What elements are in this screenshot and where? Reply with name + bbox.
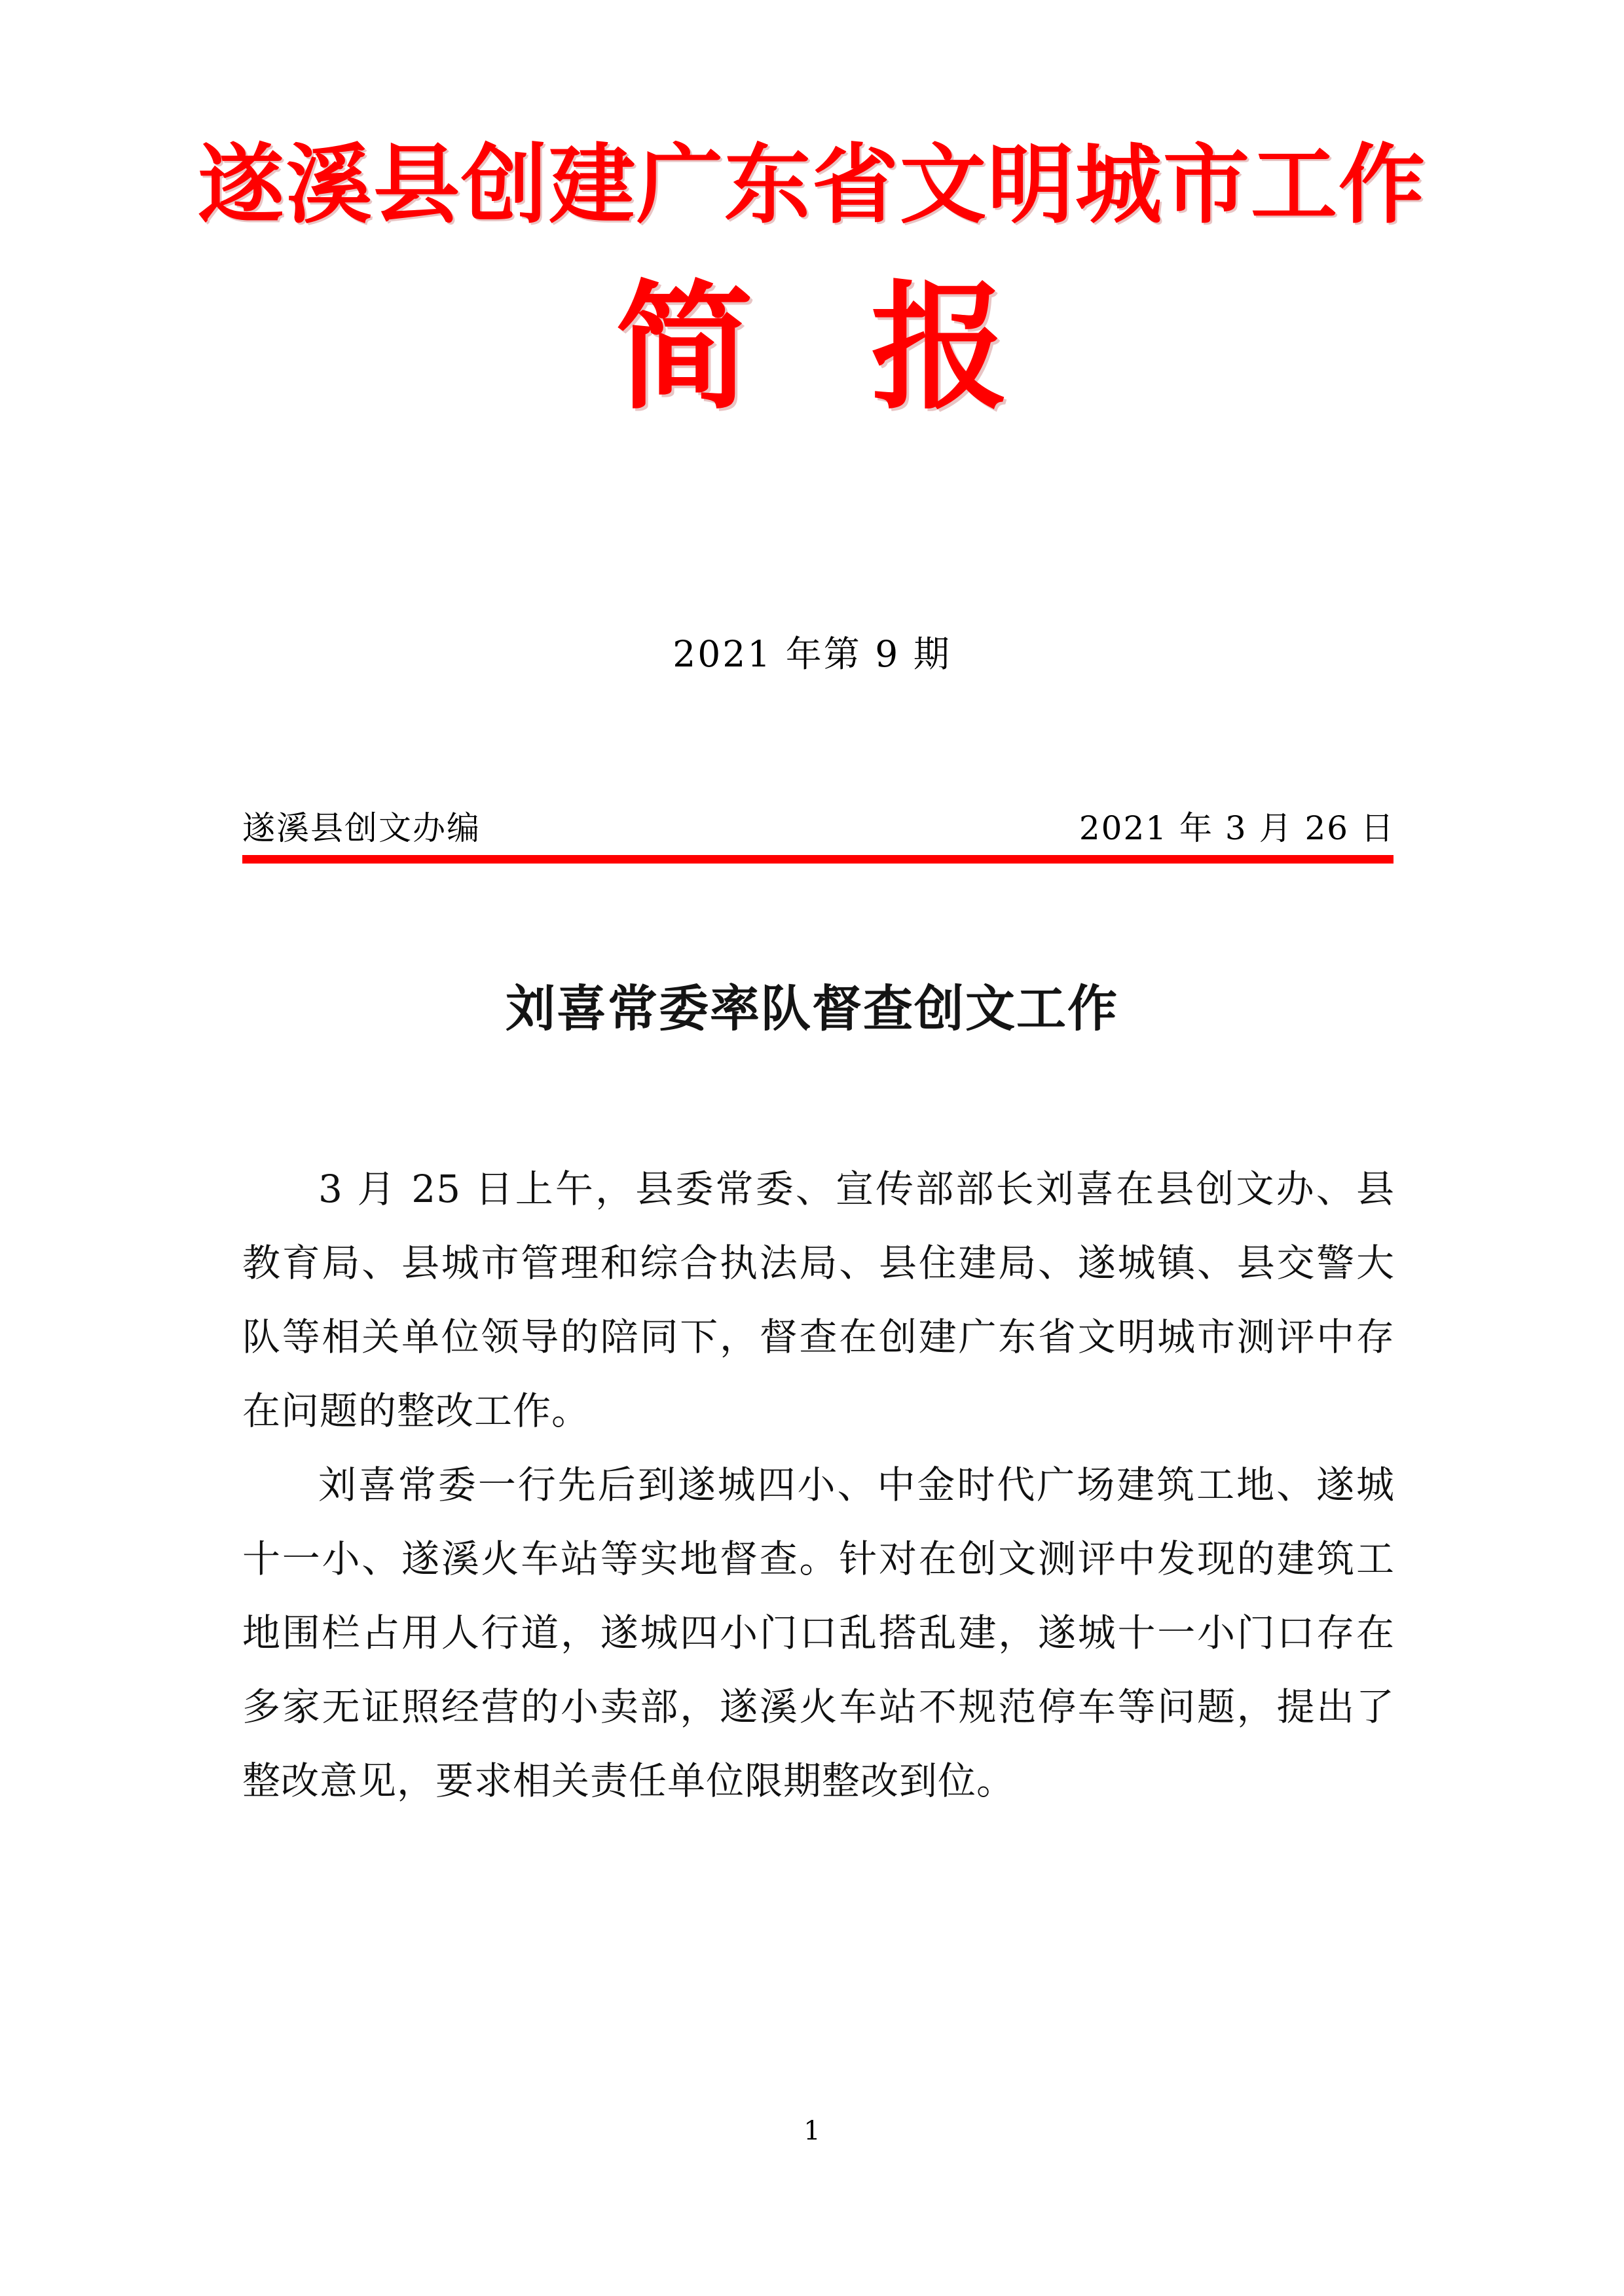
page-number: 1 <box>803 2116 821 2146</box>
article-paragraph: 刘喜常委一行先后到遂城四小、中金时代广场建筑工地、遂城十一小、遂溪火车站等实地督查。针对在创文测评中发现的建筑工地围栏占用人行道，遂城四小门口乱搭乱建，遂城十一小门口存在多家无证照经营的小卖部，遂溪火车站不规范停车等问题，提出了整改意见，要求相关责任单位限期整改到位。 <box>242 1463 1395 1803</box>
masthead-word-first: 简 <box>615 267 753 428</box>
article-title: 刘喜常委率队督查创文工作 <box>506 979 1118 1038</box>
issue-number: 2021 年第 9 期 <box>673 633 951 675</box>
masthead-word <box>0 267 1624 428</box>
article-paragraph: 3 月 25 日上午，县委常委、宣传部部长刘喜在县创文办、县教育局、县城市管理和综合执法局、县住建局、遂城镇、县交警大队等相关单位领导的陪同下，督查在创建广东省文明城市测评中存在问题的整改工作。 <box>242 1167 1395 1433</box>
imprint-editor: 遂溪县创文办编 <box>242 809 481 847</box>
imprint-date: 2021 年 3 月 26 日 <box>1079 809 1395 847</box>
article-body <box>242 1152 1395 1818</box>
imprint-row <box>242 802 1395 849</box>
masthead-title: 遂溪县创建广东省文明城市工作 <box>198 135 1426 236</box>
masthead-word-second: 报 <box>871 267 1009 428</box>
red-divider-rule <box>242 855 1393 864</box>
masthead <box>0 135 1624 428</box>
